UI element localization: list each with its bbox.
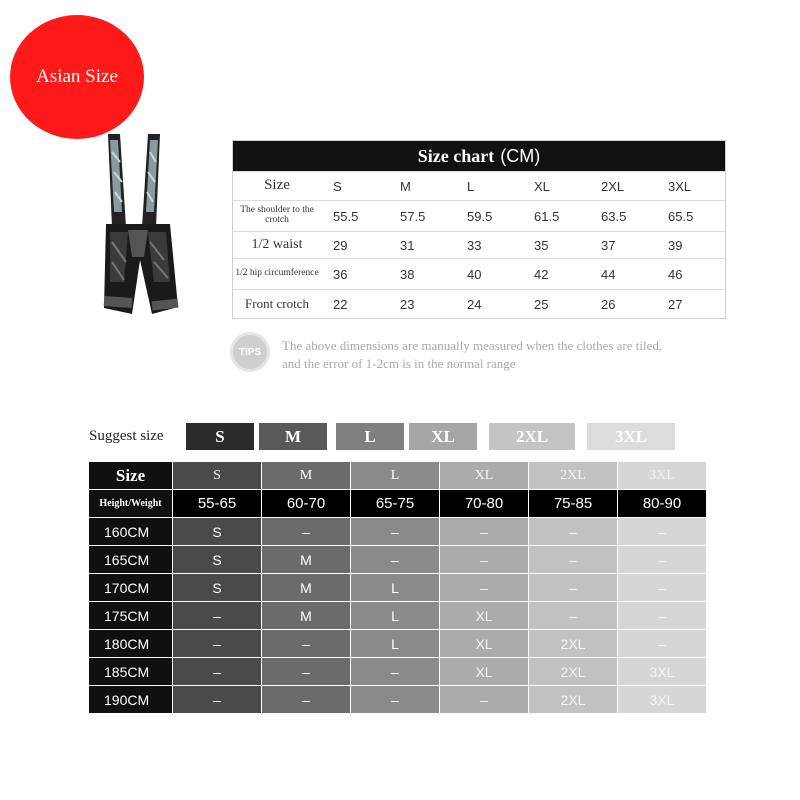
recommend-cell: – xyxy=(351,518,440,546)
recommend-height-cell: 175CM xyxy=(89,602,173,630)
recommend-row xyxy=(89,686,707,714)
size-chart-cell: 63.5 xyxy=(601,208,627,224)
recommend-cell: – xyxy=(173,686,262,714)
recommend-cell: – xyxy=(529,574,618,602)
recommend-cell: – xyxy=(173,658,262,686)
size-chart-cell: 40 xyxy=(467,266,482,282)
recommend-weight-cell: 65-75 xyxy=(351,490,440,518)
recommend-header-cell: 3XL xyxy=(618,462,707,490)
suggest-size-3xl: 3XL xyxy=(587,423,675,450)
size-chart-header-cell: 3XL xyxy=(668,178,692,194)
size-chart-cell: 33 xyxy=(467,237,482,253)
recommend-cell: 3XL xyxy=(618,686,707,714)
recommend-cell: – xyxy=(618,546,707,574)
size-chart-cell: 36 xyxy=(333,266,348,282)
recommend-cell: L xyxy=(351,574,440,602)
suggest-size-m: M xyxy=(259,423,327,450)
asian-size-badge xyxy=(10,15,144,139)
size-chart-cell: 23 xyxy=(400,296,415,312)
recommend-cell: – xyxy=(618,630,707,658)
size-chart-header-row xyxy=(233,171,725,200)
recommend-cell: 3XL xyxy=(618,658,707,686)
size-chart-title-text: Size chart xyxy=(417,145,495,166)
size-chart-unit: (CM) xyxy=(500,145,541,166)
size-chart-row xyxy=(233,200,725,231)
recommend-height-cell: 170CM xyxy=(89,574,173,602)
size-recommendation-table xyxy=(89,462,707,714)
recommend-height-cell: 160CM xyxy=(89,518,173,546)
recommend-height-cell: 180CM xyxy=(89,630,173,658)
size-chart-row xyxy=(233,258,725,289)
size-chart-table xyxy=(232,140,726,319)
recommend-cell: – xyxy=(173,630,262,658)
tips-icon-text: TIPS xyxy=(238,346,262,358)
recommend-height-cell: 165CM xyxy=(89,546,173,574)
recommend-row xyxy=(89,602,707,630)
recommend-cell: M xyxy=(262,602,351,630)
recommend-header-cell: 2XL xyxy=(529,462,618,490)
recommend-header-cell: L xyxy=(351,462,440,490)
recommend-row xyxy=(89,630,707,658)
recommend-cell: – xyxy=(351,546,440,574)
recommend-cell: – xyxy=(440,518,529,546)
size-chart-header-cell: 2XL xyxy=(601,178,625,194)
size-chart-row-label: The shoulder to the crotch xyxy=(240,205,314,225)
recommend-header-row xyxy=(89,462,707,490)
recommend-cell: – xyxy=(351,686,440,714)
recommend-cell: – xyxy=(529,602,618,630)
recommend-cell: S xyxy=(173,546,262,574)
size-chart-cell: 61.5 xyxy=(534,208,560,224)
suggest-size-label: Suggest size xyxy=(89,428,164,444)
size-chart-cell: 59.5 xyxy=(467,208,493,224)
recommend-cell: – xyxy=(440,574,529,602)
size-chart-cell: 39 xyxy=(668,237,683,253)
recommend-cell: – xyxy=(618,574,707,602)
size-chart-row-label: 1/2 waist xyxy=(251,236,303,252)
size-chart-cell: 37 xyxy=(601,237,616,253)
recommend-cell: S xyxy=(173,518,262,546)
size-chart-header-label: Size xyxy=(264,177,290,194)
size-chart-header-cell: L xyxy=(467,178,475,194)
size-chart-cell: 29 xyxy=(333,237,348,253)
size-chart-row-label: 1/2 hip circumference xyxy=(235,268,319,279)
size-chart-cell: 42 xyxy=(534,266,549,282)
recommend-cell: L xyxy=(351,602,440,630)
tips-line-2: and the error of 1-2cm is in the normal range xyxy=(282,356,516,371)
size-chart-title xyxy=(233,141,725,171)
recommend-cell: XL xyxy=(440,602,529,630)
size-chart-cell: 65.5 xyxy=(668,208,694,224)
size-chart-cell: 25 xyxy=(534,296,549,312)
suggest-size-l: L xyxy=(336,423,404,450)
bib-shorts-image xyxy=(98,132,190,332)
recommend-cell: – xyxy=(529,518,618,546)
recommend-cell: – xyxy=(618,518,707,546)
recommend-cell: L xyxy=(351,630,440,658)
size-chart-cell: 24 xyxy=(467,296,482,312)
recommend-row xyxy=(89,658,707,686)
recommend-cell: 2XL xyxy=(529,630,618,658)
recommend-weight-row xyxy=(89,490,707,518)
recommend-weight-cell: 60-70 xyxy=(262,490,351,518)
recommend-cell: – xyxy=(262,518,351,546)
recommend-cell: – xyxy=(262,658,351,686)
size-chart-row-label: Front crotch xyxy=(245,296,309,312)
size-chart-row xyxy=(233,231,725,258)
recommend-header-label: Size xyxy=(89,462,173,490)
tips-note xyxy=(282,337,742,373)
recommend-header-cell: S xyxy=(173,462,262,490)
recommend-cell: S xyxy=(173,574,262,602)
recommend-cell: – xyxy=(262,630,351,658)
recommend-cell: 2XL xyxy=(529,658,618,686)
recommend-height-cell: 185CM xyxy=(89,658,173,686)
recommend-cell: – xyxy=(262,686,351,714)
recommend-row xyxy=(89,518,707,546)
size-chart-cell: 46 xyxy=(668,266,683,282)
recommend-header-cell: XL xyxy=(440,462,529,490)
recommend-cell: 2XL xyxy=(529,686,618,714)
tips-icon xyxy=(233,335,267,369)
suggest-size-xl: XL xyxy=(409,423,477,450)
recommend-weight-cell: 70-80 xyxy=(440,490,529,518)
size-chart-row xyxy=(233,289,725,318)
recommend-header-cell: M xyxy=(262,462,351,490)
size-chart-cell: 55.5 xyxy=(333,208,359,224)
badge-text: Asian Size xyxy=(36,66,118,87)
size-chart-cell: 44 xyxy=(601,266,616,282)
size-chart-cell: 35 xyxy=(534,237,549,253)
size-chart-cell: 57.5 xyxy=(400,208,426,224)
recommend-cell: XL xyxy=(440,630,529,658)
recommend-row xyxy=(89,546,707,574)
recommend-cell: – xyxy=(440,546,529,574)
recommend-weight-cell: 55-65 xyxy=(173,490,262,518)
suggest-size-2xl: 2XL xyxy=(489,423,575,450)
size-chart-cell: 31 xyxy=(400,237,415,253)
size-chart-header-cell: M xyxy=(400,178,411,194)
tips-line-1: The above dimensions are manually measured when the clothes are tiled, xyxy=(282,338,663,353)
recommend-row xyxy=(89,574,707,602)
size-chart-cell: 26 xyxy=(601,296,616,312)
size-chart-cell: 22 xyxy=(333,296,348,312)
recommend-cell: – xyxy=(351,658,440,686)
size-chart-header-cell: XL xyxy=(534,178,550,194)
size-chart-header-cell: S xyxy=(333,178,342,194)
recommend-cell: XL xyxy=(440,658,529,686)
recommend-cell: – xyxy=(440,686,529,714)
recommend-weight-label: Height/Weight xyxy=(89,490,173,518)
recommend-cell: – xyxy=(529,546,618,574)
recommend-cell: – xyxy=(618,602,707,630)
size-chart-cell: 27 xyxy=(668,296,683,312)
recommend-cell: M xyxy=(262,574,351,602)
recommend-cell: M xyxy=(262,546,351,574)
recommend-height-cell: 190CM xyxy=(89,686,173,714)
suggest-size-s: S xyxy=(186,423,254,450)
recommend-cell: – xyxy=(173,602,262,630)
recommend-weight-cell: 80-90 xyxy=(618,490,707,518)
size-chart-cell: 38 xyxy=(400,266,415,282)
recommend-weight-cell: 75-85 xyxy=(529,490,618,518)
